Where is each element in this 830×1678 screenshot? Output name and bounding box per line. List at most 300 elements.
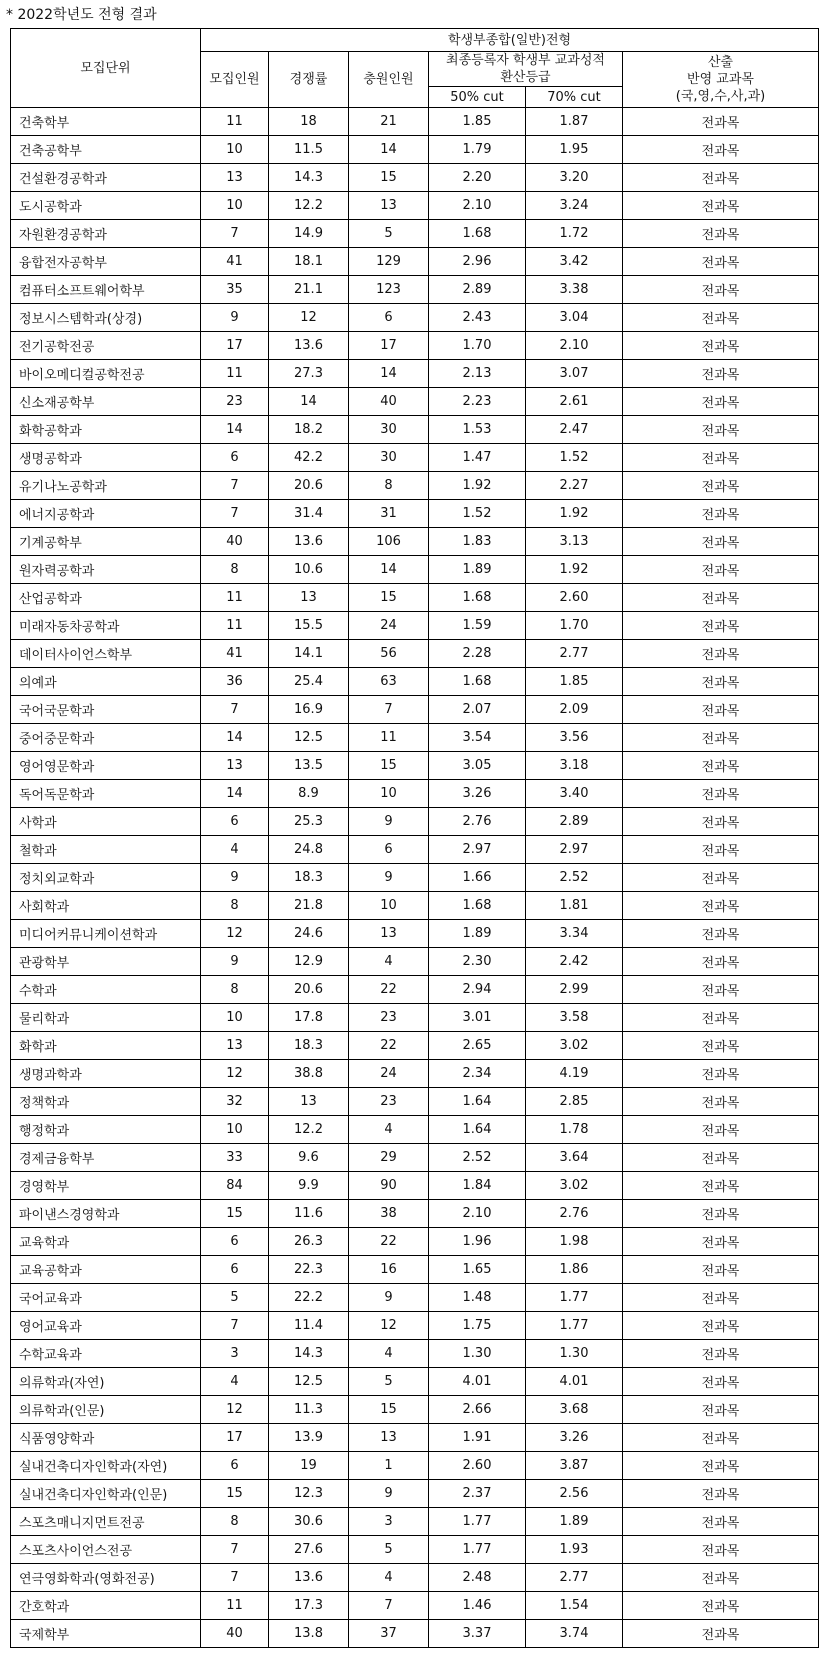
cut50-cell: 1.70 (429, 332, 526, 360)
cut70-cell: 1.93 (526, 1536, 623, 1564)
table-row (11, 1368, 819, 1396)
cut70-cell: 3.40 (526, 780, 623, 808)
subjects-cell: 전과목 (623, 948, 819, 976)
competition-cell: 15.5 (269, 612, 349, 640)
competition-cell: 24.8 (269, 836, 349, 864)
unit-cell: 정보시스템학과(상경) (11, 304, 201, 332)
unit-cell: 식품영양학과 (11, 1424, 201, 1452)
subjects-cell: 전과목 (623, 416, 819, 444)
cut70-cell: 3.18 (526, 752, 623, 780)
cut70-cell: 3.07 (526, 360, 623, 388)
cut70-cell: 2.27 (526, 472, 623, 500)
unit-cell: 건설환경공학과 (11, 164, 201, 192)
competition-cell: 13.8 (269, 1620, 349, 1648)
table-row (11, 192, 819, 220)
competition-cell: 27.3 (269, 360, 349, 388)
cut50-cell: 2.23 (429, 388, 526, 416)
competition-cell: 20.6 (269, 976, 349, 1004)
unit-cell: 관광학부 (11, 948, 201, 976)
cut70-cell: 1.85 (526, 668, 623, 696)
competition-cell: 20.6 (269, 472, 349, 500)
subjects-cell: 전과목 (623, 164, 819, 192)
table-row (11, 612, 819, 640)
table-row (11, 304, 819, 332)
recruits-cell: 4 (201, 1368, 269, 1396)
recruits-cell: 12 (201, 1396, 269, 1424)
cut50-cell: 2.34 (429, 1060, 526, 1088)
unit-cell: 의류학과(자연) (11, 1368, 201, 1396)
cut50-cell: 1.77 (429, 1508, 526, 1536)
added-cell: 13 (349, 1424, 429, 1452)
subjects-cell: 전과목 (623, 500, 819, 528)
added-cell: 56 (349, 640, 429, 668)
cut50-cell: 2.20 (429, 164, 526, 192)
table-row (11, 1004, 819, 1032)
recruits-cell: 41 (201, 248, 269, 276)
table-row (11, 360, 819, 388)
recruits-cell: 10 (201, 1004, 269, 1032)
cut70-cell: 3.24 (526, 192, 623, 220)
unit-cell: 유기나노공학과 (11, 472, 201, 500)
table-row (11, 444, 819, 472)
recruits-cell: 7 (201, 500, 269, 528)
cut70-cell: 3.74 (526, 1620, 623, 1648)
added-cell: 13 (349, 192, 429, 220)
cut50-cell: 2.76 (429, 808, 526, 836)
header-grade-line2: 환산등급 (500, 70, 551, 85)
unit-cell: 실내건축디자인학과(자연) (11, 1452, 201, 1480)
cut70-cell: 2.52 (526, 864, 623, 892)
competition-cell: 9.6 (269, 1144, 349, 1172)
recruits-cell: 5 (201, 1284, 269, 1312)
cut70-cell: 3.38 (526, 276, 623, 304)
recruits-cell: 4 (201, 836, 269, 864)
subjects-cell: 전과목 (623, 1592, 819, 1620)
header-grade (429, 52, 623, 87)
added-cell: 24 (349, 1060, 429, 1088)
added-cell: 4 (349, 1340, 429, 1368)
table-row (11, 864, 819, 892)
competition-cell: 24.6 (269, 920, 349, 948)
cut70-cell: 1.86 (526, 1256, 623, 1284)
recruits-cell: 32 (201, 1088, 269, 1116)
table-row (11, 976, 819, 1004)
added-cell: 7 (349, 1592, 429, 1620)
unit-cell: 미디어커뮤니케이션학과 (11, 920, 201, 948)
competition-cell: 18.3 (269, 864, 349, 892)
recruits-cell: 10 (201, 136, 269, 164)
added-cell: 3 (349, 1508, 429, 1536)
cut70-cell: 3.13 (526, 528, 623, 556)
cut70-cell: 2.77 (526, 640, 623, 668)
subjects-cell: 전과목 (623, 584, 819, 612)
subjects-cell: 전과목 (623, 1620, 819, 1648)
recruits-cell: 6 (201, 444, 269, 472)
competition-cell: 13.9 (269, 1424, 349, 1452)
cut50-cell: 2.89 (429, 276, 526, 304)
competition-cell: 13.6 (269, 1564, 349, 1592)
added-cell: 15 (349, 584, 429, 612)
subjects-cell: 전과목 (623, 1452, 819, 1480)
table-row (11, 892, 819, 920)
subjects-cell: 전과목 (623, 1284, 819, 1312)
subjects-cell: 전과목 (623, 1004, 819, 1032)
competition-cell: 14.3 (269, 1340, 349, 1368)
cut50-cell: 1.64 (429, 1088, 526, 1116)
recruits-cell: 7 (201, 220, 269, 248)
competition-cell: 21.1 (269, 276, 349, 304)
recruits-cell: 6 (201, 808, 269, 836)
recruits-cell: 40 (201, 1620, 269, 1648)
competition-cell: 12 (269, 304, 349, 332)
competition-cell: 13.6 (269, 528, 349, 556)
table-row (11, 1508, 819, 1536)
header-cut50: 50% cut (429, 87, 526, 108)
subjects-cell: 전과목 (623, 220, 819, 248)
subjects-cell: 전과목 (623, 388, 819, 416)
unit-cell: 교육학과 (11, 1228, 201, 1256)
cut70-cell: 1.30 (526, 1340, 623, 1368)
added-cell: 4 (349, 948, 429, 976)
cut50-cell: 1.52 (429, 500, 526, 528)
table-row (11, 416, 819, 444)
competition-cell: 13.5 (269, 752, 349, 780)
unit-cell: 중어중문학과 (11, 724, 201, 752)
cut50-cell: 1.53 (429, 416, 526, 444)
subjects-cell: 전과목 (623, 1312, 819, 1340)
competition-cell: 18.2 (269, 416, 349, 444)
unit-cell: 간호학과 (11, 1592, 201, 1620)
table-row (11, 1144, 819, 1172)
unit-cell: 신소재공학부 (11, 388, 201, 416)
competition-cell: 27.6 (269, 1536, 349, 1564)
cut70-cell: 2.76 (526, 1200, 623, 1228)
added-cell: 24 (349, 612, 429, 640)
table-row (11, 1312, 819, 1340)
table-row (11, 528, 819, 556)
recruits-cell: 9 (201, 864, 269, 892)
recruits-cell: 36 (201, 668, 269, 696)
added-cell: 123 (349, 276, 429, 304)
cut50-cell: 1.68 (429, 892, 526, 920)
unit-cell: 연극영화학과(영화전공) (11, 1564, 201, 1592)
added-cell: 1 (349, 1452, 429, 1480)
unit-cell: 건축학부 (11, 108, 201, 136)
competition-cell: 26.3 (269, 1228, 349, 1256)
unit-cell: 경영학부 (11, 1172, 201, 1200)
added-cell: 38 (349, 1200, 429, 1228)
cut70-cell: 2.56 (526, 1480, 623, 1508)
subjects-cell: 전과목 (623, 640, 819, 668)
recruits-cell: 7 (201, 1536, 269, 1564)
recruits-cell: 7 (201, 1312, 269, 1340)
table-row (11, 1172, 819, 1200)
table-row (11, 1256, 819, 1284)
cut70-cell: 4.19 (526, 1060, 623, 1088)
subjects-cell: 전과목 (623, 136, 819, 164)
header-recruits: 모집인원 (201, 52, 269, 108)
competition-cell: 17.8 (269, 1004, 349, 1032)
cut50-cell: 1.83 (429, 528, 526, 556)
cut50-cell: 3.54 (429, 724, 526, 752)
unit-cell: 전기공학전공 (11, 332, 201, 360)
subjects-cell: 전과목 (623, 1424, 819, 1452)
cut70-cell: 1.89 (526, 1508, 623, 1536)
unit-cell: 교육공학과 (11, 1256, 201, 1284)
cut50-cell: 1.92 (429, 472, 526, 500)
cut50-cell: 1.47 (429, 444, 526, 472)
subjects-cell: 전과목 (623, 1116, 819, 1144)
table-row (11, 1452, 819, 1480)
cut50-cell: 2.97 (429, 836, 526, 864)
competition-cell: 31.4 (269, 500, 349, 528)
table-row (11, 108, 819, 136)
cut70-cell: 3.56 (526, 724, 623, 752)
recruits-cell: 6 (201, 1228, 269, 1256)
recruits-cell: 17 (201, 332, 269, 360)
unit-cell: 컴퓨터소프트웨어학부 (11, 276, 201, 304)
table-row (11, 1620, 819, 1648)
unit-cell: 경제금융학부 (11, 1144, 201, 1172)
added-cell: 30 (349, 444, 429, 472)
cut70-cell: 2.47 (526, 416, 623, 444)
table-row (11, 1088, 819, 1116)
unit-cell: 국어국문학과 (11, 696, 201, 724)
unit-cell: 생명과학과 (11, 1060, 201, 1088)
unit-cell: 스포츠매니지먼트전공 (11, 1508, 201, 1536)
unit-cell: 수학교육과 (11, 1340, 201, 1368)
cut70-cell: 3.02 (526, 1032, 623, 1060)
cut70-cell: 2.10 (526, 332, 623, 360)
subjects-cell: 전과목 (623, 1340, 819, 1368)
cut50-cell: 3.26 (429, 780, 526, 808)
cut50-cell: 4.01 (429, 1368, 526, 1396)
cut70-cell: 1.77 (526, 1312, 623, 1340)
header-subjects-line3: (국,영,수,사,과) (675, 89, 766, 104)
subjects-cell: 전과목 (623, 1396, 819, 1424)
cut70-cell: 1.77 (526, 1284, 623, 1312)
unit-cell: 국제학부 (11, 1620, 201, 1648)
added-cell: 22 (349, 1032, 429, 1060)
subjects-cell: 전과목 (623, 724, 819, 752)
cut70-cell: 2.61 (526, 388, 623, 416)
unit-cell: 사회학과 (11, 892, 201, 920)
cut50-cell: 2.43 (429, 304, 526, 332)
recruits-cell: 8 (201, 976, 269, 1004)
recruits-cell: 40 (201, 528, 269, 556)
cut70-cell: 3.68 (526, 1396, 623, 1424)
table-row (11, 500, 819, 528)
cut50-cell: 3.01 (429, 1004, 526, 1032)
table-row (11, 248, 819, 276)
added-cell: 9 (349, 864, 429, 892)
cut50-cell: 1.91 (429, 1424, 526, 1452)
added-cell: 29 (349, 1144, 429, 1172)
table-row (11, 584, 819, 612)
cut50-cell: 1.65 (429, 1256, 526, 1284)
cut70-cell: 1.92 (526, 500, 623, 528)
competition-cell: 10.6 (269, 556, 349, 584)
competition-cell: 38.8 (269, 1060, 349, 1088)
subjects-cell: 전과목 (623, 808, 819, 836)
cut50-cell: 1.89 (429, 920, 526, 948)
table-row (11, 640, 819, 668)
competition-cell: 16.9 (269, 696, 349, 724)
unit-cell: 정치외교학과 (11, 864, 201, 892)
competition-cell: 25.3 (269, 808, 349, 836)
cut50-cell: 3.37 (429, 1620, 526, 1648)
unit-cell: 독어독문학과 (11, 780, 201, 808)
unit-cell: 융합전자공학부 (11, 248, 201, 276)
subjects-cell: 전과목 (623, 920, 819, 948)
unit-cell: 국어교육과 (11, 1284, 201, 1312)
competition-cell: 22.2 (269, 1284, 349, 1312)
cut50-cell: 2.48 (429, 1564, 526, 1592)
header-cut70: 70% cut (526, 87, 623, 108)
cut70-cell: 1.81 (526, 892, 623, 920)
subjects-cell: 전과목 (623, 612, 819, 640)
table-row (11, 1564, 819, 1592)
added-cell: 63 (349, 668, 429, 696)
header-unit: 모집단위 (11, 29, 201, 108)
subjects-cell: 전과목 (623, 696, 819, 724)
table-row (11, 1228, 819, 1256)
recruits-cell: 11 (201, 584, 269, 612)
added-cell: 6 (349, 836, 429, 864)
competition-cell: 14.9 (269, 220, 349, 248)
added-cell: 14 (349, 360, 429, 388)
competition-cell: 18.3 (269, 1032, 349, 1060)
subjects-cell: 전과목 (623, 892, 819, 920)
cut70-cell: 2.89 (526, 808, 623, 836)
subjects-cell: 전과목 (623, 472, 819, 500)
recruits-cell: 41 (201, 640, 269, 668)
cut50-cell: 1.96 (429, 1228, 526, 1256)
subjects-cell: 전과목 (623, 752, 819, 780)
recruits-cell: 10 (201, 192, 269, 220)
cut70-cell: 1.92 (526, 556, 623, 584)
subjects-cell: 전과목 (623, 528, 819, 556)
subjects-cell: 전과목 (623, 1368, 819, 1396)
cut50-cell: 1.30 (429, 1340, 526, 1368)
table-row (11, 948, 819, 976)
cut50-cell: 2.65 (429, 1032, 526, 1060)
added-cell: 37 (349, 1620, 429, 1648)
cut50-cell: 1.66 (429, 864, 526, 892)
table-row (11, 1424, 819, 1452)
recruits-cell: 11 (201, 108, 269, 136)
competition-cell: 22.3 (269, 1256, 349, 1284)
unit-cell: 기계공학부 (11, 528, 201, 556)
unit-cell: 자원환경공학과 (11, 220, 201, 248)
cut50-cell: 1.89 (429, 556, 526, 584)
cut50-cell: 2.52 (429, 1144, 526, 1172)
competition-cell: 21.8 (269, 892, 349, 920)
added-cell: 4 (349, 1564, 429, 1592)
recruits-cell: 9 (201, 948, 269, 976)
recruits-cell: 12 (201, 1060, 269, 1088)
table-body (11, 108, 819, 1648)
cut70-cell: 1.70 (526, 612, 623, 640)
added-cell: 23 (349, 1088, 429, 1116)
header-subjects (623, 52, 819, 108)
subjects-cell: 전과목 (623, 332, 819, 360)
subjects-cell: 전과목 (623, 1256, 819, 1284)
header-added: 충원인원 (349, 52, 429, 108)
cut50-cell: 1.84 (429, 1172, 526, 1200)
recruits-cell: 14 (201, 416, 269, 444)
subjects-cell: 전과목 (623, 360, 819, 388)
table-row (11, 1592, 819, 1620)
recruits-cell: 3 (201, 1340, 269, 1368)
added-cell: 6 (349, 304, 429, 332)
cut50-cell: 3.05 (429, 752, 526, 780)
recruits-cell: 14 (201, 780, 269, 808)
cut70-cell: 1.52 (526, 444, 623, 472)
subjects-cell: 전과목 (623, 1536, 819, 1564)
cut70-cell: 3.34 (526, 920, 623, 948)
added-cell: 16 (349, 1256, 429, 1284)
competition-cell: 25.4 (269, 668, 349, 696)
unit-cell: 수학과 (11, 976, 201, 1004)
unit-cell: 산업공학과 (11, 584, 201, 612)
recruits-cell: 15 (201, 1200, 269, 1228)
recruits-cell: 84 (201, 1172, 269, 1200)
added-cell: 129 (349, 248, 429, 276)
competition-cell: 19 (269, 1452, 349, 1480)
subjects-cell: 전과목 (623, 1228, 819, 1256)
unit-cell: 철학과 (11, 836, 201, 864)
cut70-cell: 3.20 (526, 164, 623, 192)
unit-cell: 의예과 (11, 668, 201, 696)
added-cell: 15 (349, 164, 429, 192)
recruits-cell: 13 (201, 164, 269, 192)
added-cell: 106 (349, 528, 429, 556)
competition-cell: 17.3 (269, 1592, 349, 1620)
competition-cell: 14.1 (269, 640, 349, 668)
recruits-cell: 6 (201, 1452, 269, 1480)
competition-cell: 9.9 (269, 1172, 349, 1200)
added-cell: 14 (349, 136, 429, 164)
recruits-cell: 17 (201, 1424, 269, 1452)
unit-cell: 물리학과 (11, 1004, 201, 1032)
added-cell: 40 (349, 388, 429, 416)
recruits-cell: 7 (201, 472, 269, 500)
table-row (11, 220, 819, 248)
table-row (11, 1116, 819, 1144)
header-group: 학생부종합(일반)전형 (201, 29, 819, 52)
subjects-cell: 전과목 (623, 1564, 819, 1592)
subjects-cell: 전과목 (623, 248, 819, 276)
added-cell: 9 (349, 1480, 429, 1508)
header-competition: 경쟁률 (269, 52, 349, 108)
table-row (11, 1396, 819, 1424)
subjects-cell: 전과목 (623, 304, 819, 332)
recruits-cell: 8 (201, 1508, 269, 1536)
subjects-cell: 전과목 (623, 444, 819, 472)
recruits-cell: 8 (201, 892, 269, 920)
unit-cell: 스포츠사이언스전공 (11, 1536, 201, 1564)
subjects-cell: 전과목 (623, 1172, 819, 1200)
unit-cell: 행정학과 (11, 1116, 201, 1144)
subjects-cell: 전과목 (623, 780, 819, 808)
cut70-cell: 2.85 (526, 1088, 623, 1116)
recruits-cell: 10 (201, 1116, 269, 1144)
added-cell: 5 (349, 1536, 429, 1564)
cut50-cell: 2.07 (429, 696, 526, 724)
table-row (11, 752, 819, 780)
competition-cell: 30.6 (269, 1508, 349, 1536)
